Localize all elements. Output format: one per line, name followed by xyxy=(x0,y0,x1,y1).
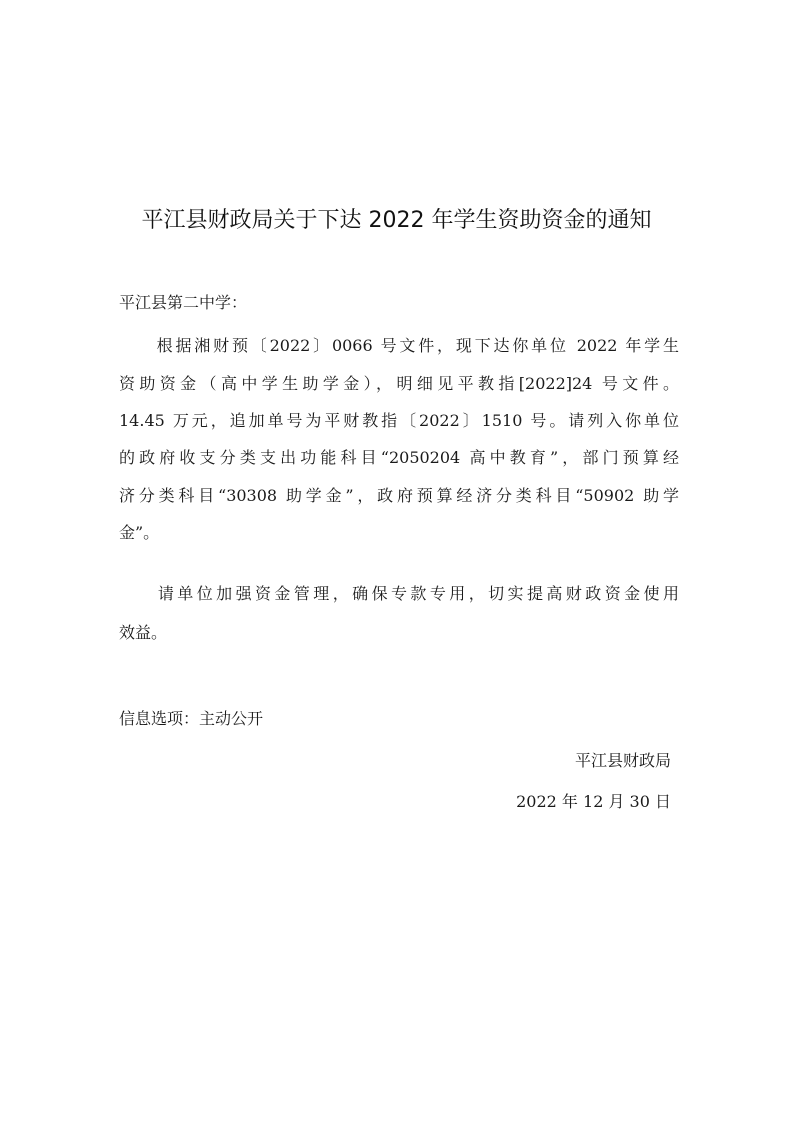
paragraph-1-line-4: 的政府收支分类支出功能科目“2050204 高中教育”，部门预算经 xyxy=(119,448,679,467)
paragraph-1-line-3: 14.45 万元，追加单号为平财教指〔2022〕1510 号。请列入你单位 xyxy=(119,411,679,430)
disclosure-option: 信息选项：主动公开 xyxy=(119,709,264,728)
paragraph-1-line-2: 资助资金（高中学生助学金），明细见平教指[2022]24 号文件。 xyxy=(119,374,679,393)
document-title: 平江县财政局关于下达 2022 年学生资助资金的通知 xyxy=(141,208,652,233)
issue-date: 2022 年 12 月 30 日 xyxy=(516,792,671,811)
paragraph-1-line-5: 济分类科目“30308 助学金”，政府预算经济分类科目“50902 助学 xyxy=(119,486,679,505)
issuer-signature: 平江县财政局 xyxy=(574,751,671,770)
paragraph-1-line-6: 金”。 xyxy=(119,523,160,542)
paragraph-2-line-2: 效益。 xyxy=(119,623,168,642)
salutation: 平江县第二中学： xyxy=(119,293,248,312)
paragraph-1-line-1: 根据湘财预〔2022〕0066 号文件，现下达你单位 2022 年学生 xyxy=(119,336,679,355)
paragraph-2-line-1: 请单位加强资金管理，确保专款专用，切实提高财政资金使用 xyxy=(119,584,679,603)
